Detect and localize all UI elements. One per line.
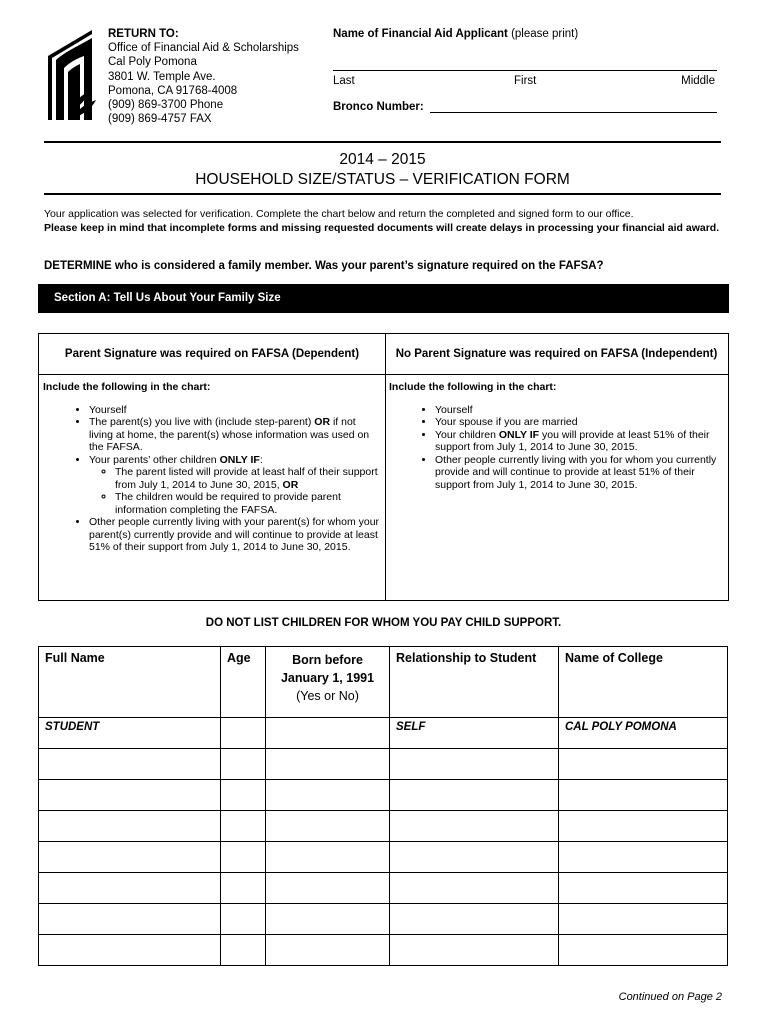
applicant-name-field[interactable]: [333, 45, 717, 71]
dependent-list: [43, 404, 381, 554]
determine-question: DETERMINE who is considered a family member. Was your parent’s signature required on the FAFSA?: [44, 260, 604, 272]
child-support-notice: DO NOT LIST CHILDREN FOR WHOM YOU PAY CHILD SUPPORT.: [205, 617, 562, 629]
college-cell[interactable]: [559, 780, 728, 811]
table-row: [39, 780, 728, 811]
cal-poly-pomona-logo: [44, 30, 100, 120]
list-item: [89, 416, 381, 454]
college-cell[interactable]: [559, 811, 728, 842]
household-table: [38, 646, 728, 966]
list-item-emphasis: ONLY IF: [219, 453, 260, 466]
name-part-labels: [333, 75, 717, 91]
list-item-text: The parent listed will provide at least half of their support from July 1, 2014 to June 30, 2015,: [115, 466, 378, 491]
address-line-city: Pomona, CA 91768-4008: [108, 84, 238, 97]
college-cell[interactable]: [559, 842, 728, 873]
address-line-fax: (909) 869-4757 FAX: [108, 113, 212, 126]
age-cell[interactable]: [221, 873, 266, 904]
name-cell[interactable]: [39, 904, 221, 935]
applicant-name-label-text: Name of Financial Aid Applicant: [333, 28, 508, 40]
independent-column: [385, 334, 728, 600]
table-row: [39, 718, 728, 749]
list-item-text: The children would be required to provide parent information completing the FAFSA.: [115, 491, 341, 516]
header-divider: [44, 141, 721, 143]
list-item: [89, 516, 381, 554]
continued-note: Continued on Page 2: [618, 991, 722, 1003]
dependent-sublist: [89, 466, 381, 516]
born-before-hint: (Yes or No): [296, 689, 359, 703]
list-item-text: Other people currently living with your parent(s) for whom your parent(s) currently provide and will continue to provide at least 51% of their support from July 1, 2014 to June 30, 2015.: [89, 516, 380, 553]
list-item-text: Yourself: [435, 403, 473, 416]
list-item-text: The parent(s) you live with (include step-parent): [89, 416, 315, 428]
born-before-line-2: January 1, 1991: [280, 671, 375, 685]
age-cell[interactable]: [221, 935, 266, 966]
student-age-cell[interactable]: [221, 718, 266, 749]
name-cell[interactable]: [39, 935, 221, 966]
relationship-cell[interactable]: [390, 749, 559, 780]
born-cell[interactable]: [266, 842, 390, 873]
title-divider: [44, 193, 721, 195]
list-item-text: Your parents’ other children: [89, 453, 220, 466]
born-before-line-1: Born before: [292, 653, 363, 667]
intro-text: [44, 208, 724, 235]
table-row: [39, 842, 728, 873]
age-cell[interactable]: [221, 904, 266, 935]
list-item: [435, 429, 724, 454]
student-born-cell[interactable]: [266, 718, 390, 749]
list-item-text: :: [259, 453, 263, 466]
college-cell[interactable]: [559, 873, 728, 904]
college-cell[interactable]: [559, 904, 728, 935]
relationship-cell[interactable]: [390, 811, 559, 842]
table-row: [39, 935, 728, 966]
born-cell[interactable]: [266, 935, 390, 966]
student-name-cell: STUDENT: [39, 718, 221, 749]
independent-header: No Parent Signature was required on FAFSA (Independent): [385, 334, 728, 375]
table-header-row: [39, 647, 728, 718]
list-item-text: Your children: [435, 428, 499, 441]
bronco-number-field[interactable]: [430, 100, 717, 113]
address-line-street: 3801 W. Temple Ave.: [108, 70, 216, 83]
applicant-name-label: [333, 28, 717, 40]
list-item-text: Your spouse if you are married: [435, 416, 578, 428]
born-cell[interactable]: [266, 780, 390, 811]
return-to-address: [108, 27, 299, 126]
student-relationship-cell: SELF: [390, 718, 559, 749]
bronco-number-label: Bronco Number:: [333, 101, 424, 113]
list-item-emphasis: OR: [314, 416, 331, 428]
list-item-text: you will provide at least 51% of their support from July 1, 2014 to June 30, 2015.: [435, 428, 710, 453]
first-name-label: First: [514, 75, 537, 87]
relationship-cell[interactable]: [390, 935, 559, 966]
name-cell[interactable]: [39, 873, 221, 904]
list-item: [435, 404, 724, 417]
independent-list: [389, 404, 724, 492]
table-row: [39, 873, 728, 904]
name-cell[interactable]: [39, 842, 221, 873]
form-year: 2014 – 2015: [339, 151, 426, 168]
list-item-emphasis: ONLY IF: [498, 428, 540, 441]
born-cell[interactable]: [266, 811, 390, 842]
address-line-office: Office of Financial Aid & Scholarships: [108, 42, 299, 55]
bronco-number-row: [333, 100, 717, 113]
list-item: [89, 454, 381, 517]
intro-line-2: Please keep in mind that incomplete forms and missing requested documents will create delays in processing your financial aid award.: [44, 221, 720, 234]
form-name: HOUSEHOLD SIZE/STATUS – VERIFICATION FORM: [195, 171, 570, 188]
last-name-label: Last: [333, 75, 355, 87]
section-a-header: Section A: Tell Us About Your Family Size: [38, 284, 729, 313]
born-cell[interactable]: [266, 749, 390, 780]
list-item-emphasis: OR: [282, 478, 299, 491]
college-cell[interactable]: [559, 749, 728, 780]
list-item: [115, 491, 381, 516]
address-line-phone: (909) 869-3700 Phone: [108, 99, 224, 112]
born-cell[interactable]: [266, 873, 390, 904]
list-item: [89, 404, 381, 417]
independent-body: [385, 375, 728, 491]
intro-line-1: Your application was selected for verification. Complete the chart below and return the completed and signed form to our office.: [44, 208, 634, 220]
age-cell[interactable]: [221, 780, 266, 811]
applicant-info: [333, 28, 717, 113]
middle-name-label: Middle: [681, 75, 715, 87]
list-item-text: Yourself: [89, 403, 127, 416]
list-item: [435, 454, 724, 492]
relationship-cell[interactable]: [390, 873, 559, 904]
relationship-cell[interactable]: [390, 842, 559, 873]
name-cell[interactable]: [39, 780, 221, 811]
relationship-cell[interactable]: [390, 904, 559, 935]
age-cell[interactable]: [221, 749, 266, 780]
age-cell[interactable]: [221, 842, 266, 873]
dependent-body: [39, 375, 385, 554]
list-item: [115, 466, 381, 491]
table-row: [39, 904, 728, 935]
signature-criteria-table: [38, 333, 729, 601]
relationship-header: Relationship to Student: [390, 647, 559, 718]
college-header: Name of College: [559, 647, 728, 718]
age-cell[interactable]: [221, 811, 266, 842]
applicant-name-hint: (please print): [511, 28, 579, 40]
independent-include-label: Include the following in the chart:: [389, 381, 557, 393]
list-item-text: Other people currently living with you for whom you currently provide and will continue to provide at least 51% of their support from July 1, 2014 to June 30, 2015.: [435, 453, 717, 491]
student-college-cell: CAL POLY POMONA: [559, 718, 728, 749]
full-name-header: Full Name: [39, 647, 221, 718]
form-title: [44, 150, 721, 190]
return-to-label: RETURN TO:: [108, 28, 179, 40]
relationship-cell[interactable]: [390, 780, 559, 811]
table-row: [39, 749, 728, 780]
born-before-header: [266, 647, 390, 718]
dependent-header: Parent Signature was required on FAFSA (Dependent): [39, 334, 385, 375]
address-line-campus: Cal Poly Pomona: [108, 56, 197, 69]
name-cell[interactable]: [39, 811, 221, 842]
dependent-column: [39, 334, 386, 600]
list-item-text: if not living at home, the parent(s) whose information was used on the FAFSA.: [89, 416, 370, 453]
list-item: [435, 416, 724, 429]
age-header: Age: [221, 647, 266, 718]
born-cell[interactable]: [266, 904, 390, 935]
table-row: [39, 811, 728, 842]
name-cell[interactable]: [39, 749, 221, 780]
dependent-include-label: Include the following in the chart:: [43, 381, 211, 393]
college-cell[interactable]: [559, 935, 728, 966]
